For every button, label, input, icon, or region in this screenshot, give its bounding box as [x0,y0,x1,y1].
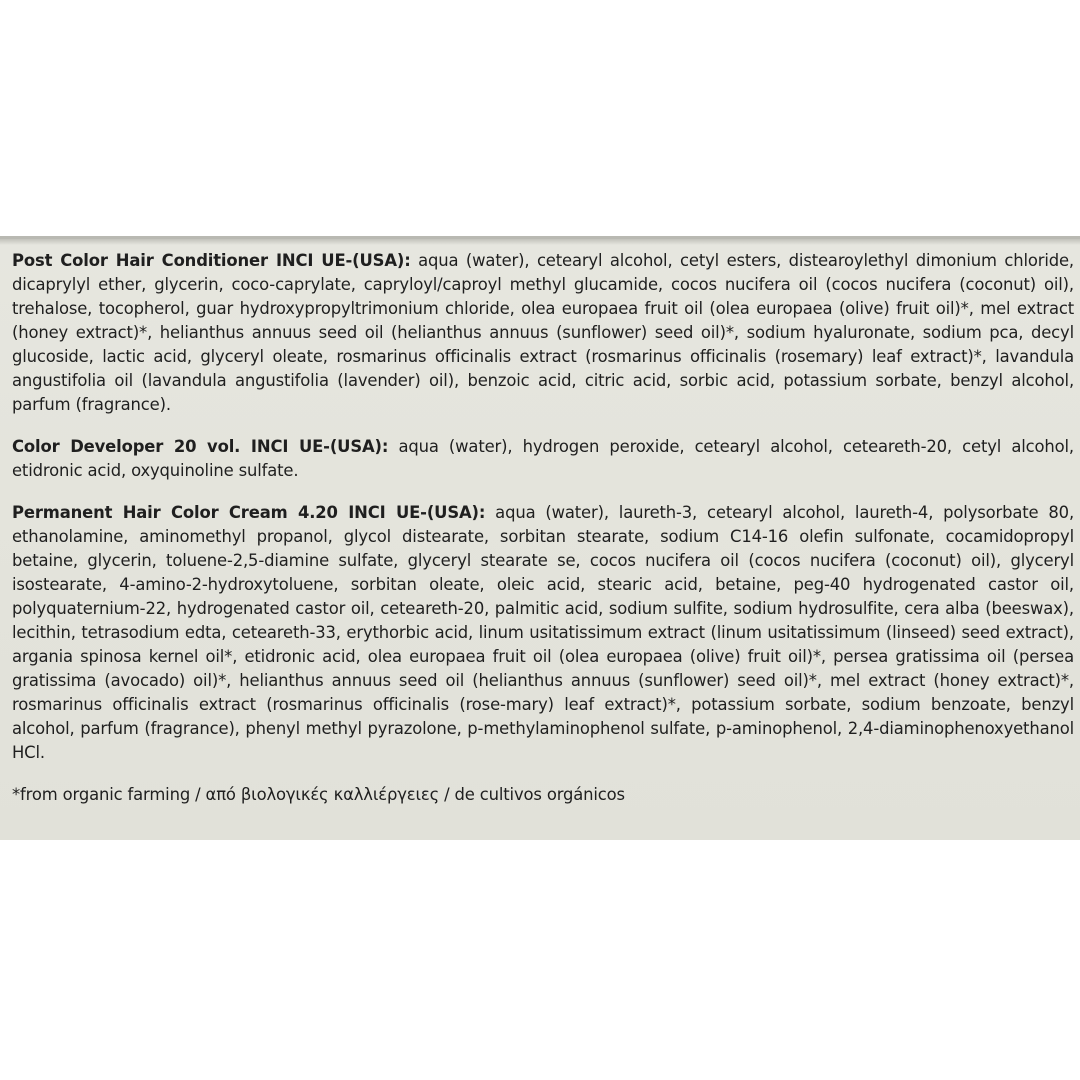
ingredients-section-developer [12,435,1074,483]
section-heading-conditioner: Post Color Hair Conditioner INCI UE-(USA): [12,251,411,270]
section-text-developer: aqua (water), hydrogen peroxide, cetearyl alcohol, ceteareth-20, cetyl alcohol, etidronic acid, oxyquinoline sulfate. [12,437,1074,480]
organic-footnote: *from organic farming / από βιολογικές καλλιέργειες / de cultivos orgánicos [12,785,625,804]
ingredients-label [0,236,1080,840]
section-heading-developer: Color Developer 20 vol. INCI UE-(USA): [12,437,389,456]
ingredients-section-conditioner [12,249,1074,417]
section-heading-color-cream: Permanent Hair Color Cream 4.20 INCI UE-(USA): [12,503,486,522]
ingredients-section-color-cream [12,501,1074,765]
ingredients-text-block [12,249,1074,823]
section-text-color-cream: aqua (water), laureth-3, cetearyl alcohol, laureth-4, polysorbate 80, ethanolamine, aminomethyl propanol, glycol distearate, sorbitan stearate, sodium C14-16 olefin sulfonate, cocamidopropyl betaine, glycerin, toluene-2,5-diamine sulfate, glyceryl stearate se, cocos nucifera oil (cocos nucifera (coconut) oil), glyceryl isostearate, 4-amino-2-hydroxytoluene, sorbitan oleate, oleic acid, stearic acid, betaine, peg-40 hydrogenated castor oil, polyquaternium-22, hydrogenated castor oil, ceteareth-20, palmitic acid, sodium sulfite, sodium hydrosulfite, cera alba (beeswax), lecithin, tetrasodium edta, ceteareth-33, erythorbic acid, linum usitatissimum extract (linum usitatissimum (linseed) seed extract), argania spinosa kernel oil*, etidronic acid, olea europaea fruit oil (olea europaea (olive) fruit oil)*, persea gratissima oil (persea gratissima (avocado) oil)*, helianthus annuus seed oil (helianthus annuus (sunflower) seed oil)*, mel extract (honey extract)*, rosmarinus officinalis extract (rosmarinus officinalis (rose-mary) leaf extract)*, potassium sorbate, sodium benzoate, benzyl alcohol, parfum (fragrance), phenyl methyl pyrazolone, p-methylaminophenol sulfate, p-aminophenol, 2,4-diaminophenoxyethanol HCl. [12,503,1075,762]
section-text-conditioner: aqua (water), cetearyl alcohol, cetyl esters, distearoylethyl dimonium chloride, dicaprylyl ether, glycerin, coco-caprylate, capryloyl/caproyl methyl glucamide, cocos nucifera oil (cocos nucifera (coconut) oil), trehalose, tocopherol, guar hydroxypropyltrimonium chloride, olea europaea fruit oil (olea europaea (olive) fruit oil)*, mel extract (honey extract)*, helianthus annuus seed oil (helianthus annuus (sunflower) seed oil)*, sodium hyaluronate, sodium pca, decyl glucoside, lactic acid, glyceryl oleate, rosmarinus officinalis extract (rosmarinus officinalis (rosemary) leaf extract)*, lavandula angustifolia oil (lavandula angustifolia (lavender) oil), benzoic acid, citric acid, sorbic acid, potassium sorbate, benzyl alcohol, parfum (fragrance). [12,251,1074,414]
